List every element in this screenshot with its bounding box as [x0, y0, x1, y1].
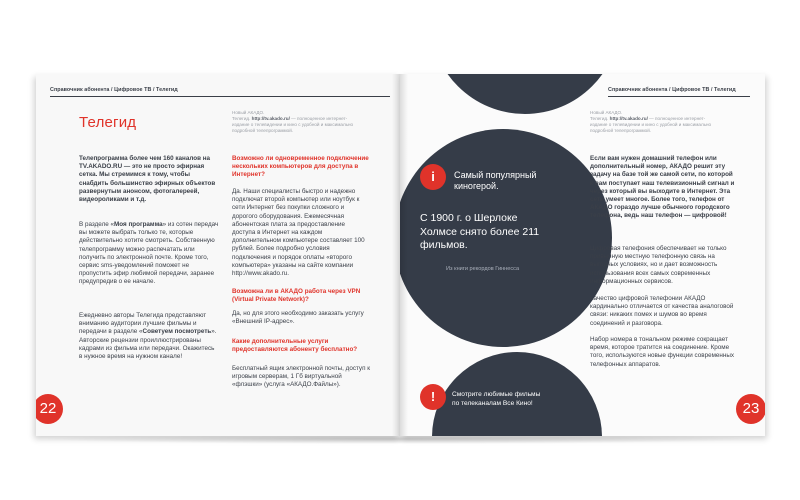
fact-source: Из книги рекордов Гиннесса [446, 266, 520, 272]
breadcrumb: Справочник абонента / Цифровое ТВ / Телегид [608, 87, 736, 93]
answer-3: Бесплатный ящик электронной почты, доступ к игровым серверам, 1 Гб виртуальной «флэшки» (услуга «АКАДО.Файлы»). [232, 365, 370, 389]
phone-intro: Если вам нужен домашний телефон или дополнительный номер, АКАДО решит эту задачу на базе той же самой сети, по которой к вам поступает наш телевизионный сигнал и через который вы выходите в Интернет. Эта сеть умеет многое. Более того, телефон от АКАДО гораздо лучше обычного городского телефона, ведь наш телефон — цифровой! [590, 155, 735, 220]
fact-headline-2: киногерой. [454, 181, 499, 191]
question-1: Возможно ли одновременное подключение нескольких компьютеров для доступа в Интернет? [232, 155, 369, 179]
promo-line-2: по телеканалам [452, 400, 503, 407]
sidenote: Новый АКАДО. Телегид. http://tv.akado.ru/ — полноценное интернет-издание о телевидении и кино с удобной и максимально подробной телепрограммой. [590, 110, 712, 133]
sidenote-line1: Новый АКАДО. [232, 110, 265, 115]
my-program-paragraph [79, 221, 219, 287]
page-number: 23 [736, 394, 765, 424]
sidenote: Новый АКАДО. Телегид. http://tv.akado.ru/ — полноценное интернет-издание о телевидении и кино с удобной и максимально подробной телепрограммой. [232, 110, 354, 133]
header-rule [50, 96, 390, 97]
page-title: Телегид [79, 114, 137, 131]
recommend-paragraph [79, 312, 219, 361]
sidenote-line1: Новый АКАДО. [590, 110, 623, 115]
phone-paragraph-2: Цифровая телефония обеспечивает не только привычную местную телефонную связь на выгодных условиях, но и дает возможность использования всех самых современных информационных сервисов. [590, 245, 727, 285]
sidenote-url: http://tv.akado.ru/ [609, 116, 648, 121]
promo-text [452, 390, 592, 408]
header-rule [608, 96, 750, 97]
top-circle [430, 74, 623, 115]
question-2: Возможна ли в АКАДО работа через VPN (Virtual Private Network)? [232, 288, 361, 304]
fact-body: С 1900 г. о Шерлоке Холмсе снято более 211 фильмов. [420, 212, 540, 251]
phone-paragraph-3: Качество цифровой телефонии АКАДО кардинально отличается от качества аналоговой связи: никаких помех и шумов во время соединений и разговора. [590, 295, 734, 327]
p3-b: ». Авторские рецензии проиллюстрированы кадрами из фильма или передачи. Окажитесь в нужное время на нужном канале! [79, 328, 217, 361]
info-icon: i [420, 164, 446, 190]
question-3: Какие дополнительные услуги предоставляются абоненту бесплатно? [232, 338, 358, 354]
sidenote-line3: — полноценное интернет-издание о телевидении и кино с удобной и максимально подробной телепрограммой. [232, 116, 354, 133]
fact-headline [454, 170, 594, 192]
promo-line-1: Смотрите любимые фильмы [452, 391, 541, 398]
recommend-link: Советуем посмотреть [142, 328, 212, 336]
p3-a: Ежедневно авторы Телегида представляют вниманию аудитории лучшие фильмы и передачи в разделе « [79, 312, 207, 336]
answer-1: Да. Наши специалисты быстро и надежно подключат второй компьютер или ноутбук к сети Интернет без покупки сложного и дорогого оборудования. Ежемесячная абонентская плата за предоставление доступа в Интернет на каждом дополнительном компьютере составляет 100 рублей. Более подробно условия подключения и порядок оплаты «второго компьютера» указаны на сайте компании http://www.akado.ru. [232, 188, 365, 278]
breadcrumb: Справочник абонента / Цифровое ТВ / Телегид [50, 87, 178, 93]
alert-icon: ! [420, 384, 446, 410]
promo-channel: Все Кино! [502, 400, 533, 407]
phone-paragraph-4: Набор номера в тональном режиме сокращает время, которое тратится на соединение. Кроме того, используются новые функции современных телефонных аппаратов. [590, 336, 735, 368]
sidenote-line2: Телегид [590, 116, 608, 121]
page-number: 22 [36, 394, 63, 424]
intro-paragraph: Телепрограмма более чем 160 каналов на TV.AKADO.RU — это не просто эфирная сетка. Мы стремимся к тому, чтобы снабдить большинство эфирных объектов развернутым анонсом, фотогалереей, видеороликами и т.д. [79, 155, 216, 204]
p2-rest: » из сотен передач вы можете выбрать только те, которые действительно хотите смотреть. Собственную телепрограмму можно распечатать или получить по электронной почте. Кроме того, сервис sms-уведомлений поможет не пропустить эфир любимой передачи, заранее предупредив о ее начале. [79, 221, 219, 286]
my-program-link: Моя программа [114, 221, 163, 228]
fact-headline-1: Самый популярный [454, 170, 537, 180]
sidenote-url: http://tv.akado.ru/ [251, 116, 290, 121]
sidenote-line3: — полноценное интернет-издание о телевидении и кино с удобной и максимально подробной телепрограммой. [590, 116, 712, 133]
left-page [36, 74, 400, 436]
sidenote-line2: Телегид [232, 116, 250, 121]
p2-prefix: В разделе « [79, 221, 115, 228]
right-page [400, 74, 765, 436]
answer-2: Да, но для этого необходимо заказать услугу «Внешний IP-адрес». [232, 310, 364, 326]
